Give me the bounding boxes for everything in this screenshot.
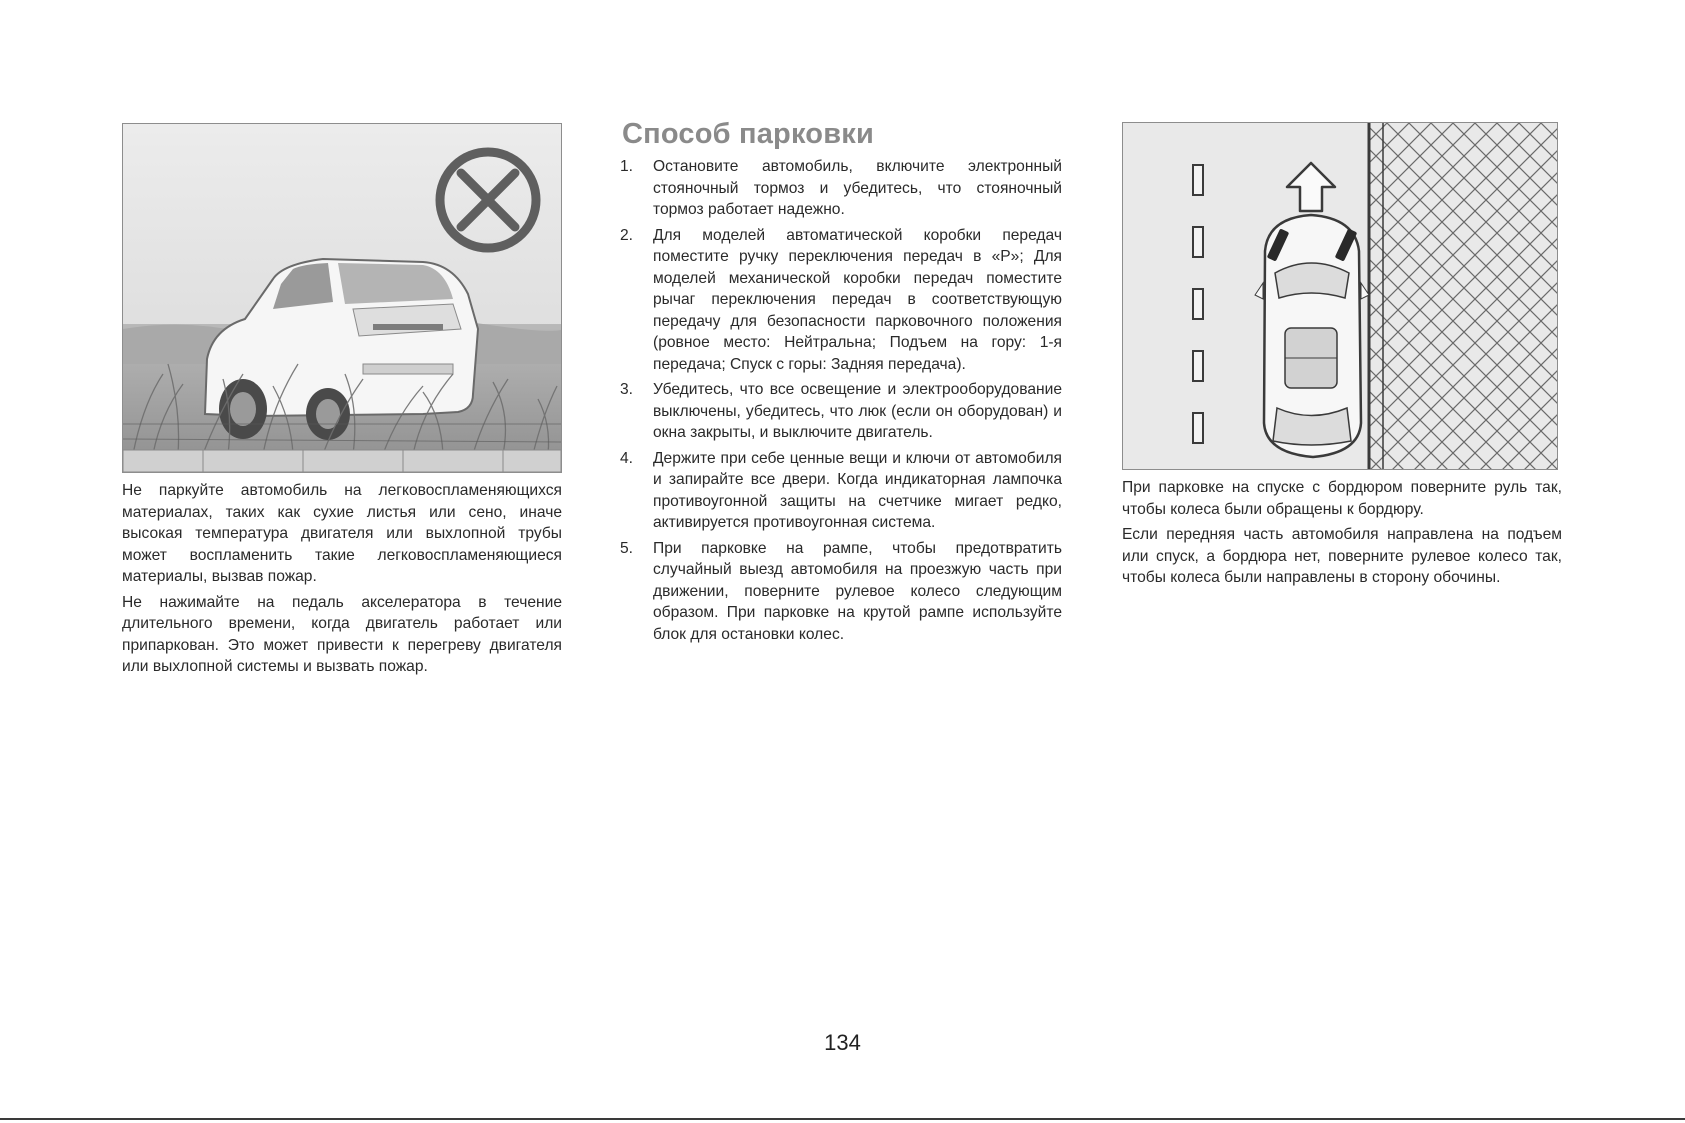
list-item — [620, 225, 1062, 376]
right-column-text — [1122, 477, 1562, 593]
paragraph-accelerator-warning: Не нажимайте на педаль акселератора в течение длительного времени, когда двигатель работает или припаркован. Это может привести к перегреву двигателя или выхлопной системы и вызвать пожар. — [122, 593, 562, 675]
paragraph-no-curb: Если передняя часть автомобиля направлена на подъем или спуск, а бордюра нет, поверните рулевое колесо так, чтобы колеса были направлены в сторону обочины. — [1122, 526, 1562, 586]
list-item — [620, 156, 1062, 221]
parking-steps-list — [620, 156, 1062, 649]
step-text: Убедитесь, что все освещение и электрооборудование выключены, убедитесь, что люк (если он оборудован) и окна закрыты, и выключите двигатель. — [653, 381, 1062, 441]
step-number: 4. — [620, 449, 634, 467]
step-text: При парковке на рампе, чтобы предотвратить случайный выезд автомобиля на проезжую часть при движении, поверните рулевое колесо следующим образом. При парковке на крутой рампе используйте блок для остановки колес. — [653, 539, 1062, 643]
page-number: 134 — [824, 1030, 861, 1055]
list-item — [620, 448, 1062, 534]
step-text: Держите при себе ценные вещи и ключи от автомобиля и запирайте все двери. Когда индикаторная лампочка противоугонной защиты на счетчике мигает редко, активируется противоугонная система. — [653, 449, 1062, 531]
step-text: Для моделей автоматической коробки передач поместите ручку переключения передач в «P»; Для моделей механической коробки передач поместите рычаг переключения передач в соответствующую передачу для безопасности парковочного положения (ровное место: Нейтральна; Подъем на гору: 1-я передача; Спуск с горы: Задняя передача). — [653, 226, 1062, 373]
car-on-grass-illustration — [122, 123, 562, 473]
step-number: 5. — [620, 539, 634, 557]
list-item — [620, 538, 1062, 646]
paragraph-flammable-warning: Не паркуйте автомобиль на легковоспламеняющихся материалах, таких как сухие листья или сено, иначе высокая температура двигателя или выхлопной трубы может воспламенить такие легковоспламеняющиеся материалы, вызвав пожар. — [122, 482, 562, 585]
list-item — [620, 379, 1062, 444]
step-text: Остановите автомобиль, включите электронный стояночный тормоз и убедитесь, что стояночный тормоз работает надежно. — [653, 158, 1062, 218]
step-number: 2. — [620, 226, 634, 244]
left-column-text — [122, 480, 562, 682]
step-number: 3. — [620, 381, 634, 398]
section-title: Способ парковки — [622, 118, 874, 150]
bottom-divider — [0, 1118, 1685, 1120]
car-top-view — [1255, 215, 1369, 457]
curb-parking-diagram — [1122, 122, 1558, 470]
step-number: 1. — [620, 158, 634, 175]
paragraph-curb-downhill: При парковке на спуске с бордюром поверните руль так, чтобы колеса были обращены к бордюру. — [1122, 479, 1562, 518]
